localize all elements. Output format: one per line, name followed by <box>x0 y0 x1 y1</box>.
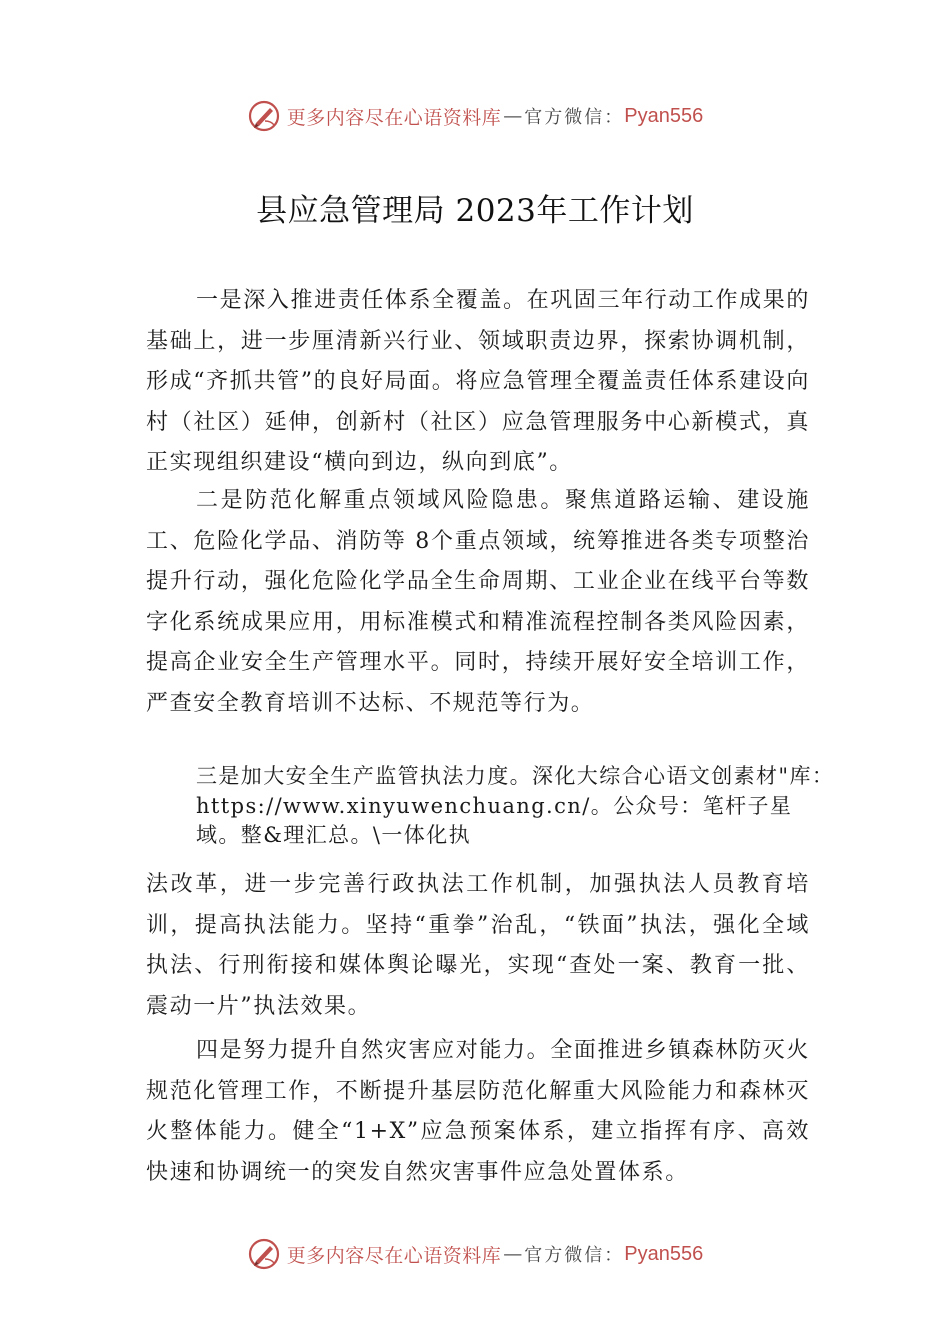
promo-dash: — <box>503 105 523 127</box>
wechat-label: 官方微信： <box>524 107 625 128</box>
promo-text: 更多内容尽在心语资料库 <box>286 1244 502 1267</box>
wechat-id: Pyan556 <box>624 104 704 127</box>
footer-promo-banner <box>0 1234 950 1274</box>
wechat-label: 官方微信： <box>524 1245 625 1266</box>
promo-text: 更多内容尽在心语资料库 <box>286 106 502 129</box>
header-promo-banner <box>0 96 950 136</box>
promo-dash: — <box>503 1243 523 1265</box>
wechat-id: Pyan556 <box>624 1242 704 1265</box>
document-title: 县应急管理局 2023年工作计划 <box>256 193 694 229</box>
pen-logo-icon <box>247 1237 281 1271</box>
pen-logo-icon <box>247 99 281 133</box>
paragraph-3-continued: 法改革，进一步完善行政执法工作机制，加强执法人员教育培训，提高执法能力。坚持“重拳”治乱，“铁面”执法，强化全域执法、行刑衔接和媒体舆论曝光，实现“查处一案、教育一批、震动一片”执法效果。 <box>146 872 810 1019</box>
paragraph-1: 一是深入推进责任体系全覆盖。在巩固三年行动工作成果的基础上，进一步厘清新兴行业、领域职责边界，探索协调机制，形成“齐抓共管”的良好局面。将应急管理全覆盖责任体系建设向村（社区）延伸，创新村（社区）应急管理服务中心新模式，真正实现组织建设“横向到边，纵向到底”。 <box>146 288 810 475</box>
paragraph-3-inserted-text: 三是加大安全生产监管执法力度。深化大综合心语文创素材"库：https://www.xinyuwenchuang.cn/。公众号：笔杆子星域。整&理汇总。\一体化执 <box>196 764 835 847</box>
paragraph-2: 二是防范化解重点领域风险隐患。聚焦道路运输、建设施工、危险化学品、消防等 8个重点领域，统筹推进各类专项整治提升行动，强化危险化学品全生命周期、工业企业在线平台等数字化系统成果应用，用标准模式和精准流程控制各类风险因素，提高企业安全生产管理水平。同时，持续开展好安全培训工作，严查安全教育培训不达标、不规范等行为。 <box>146 488 810 716</box>
paragraph-4: 四是努力提升自然灾害应对能力。全面推进乡镇森林防灭火规范化管理工作，不断提升基层防范化解重大风险能力和森林灭火整体能力。健全“1+X”应急预案体系，建立指挥有序、高效快速和协调统一的突发自然灾害事件应急处置体系。 <box>146 1038 810 1185</box>
